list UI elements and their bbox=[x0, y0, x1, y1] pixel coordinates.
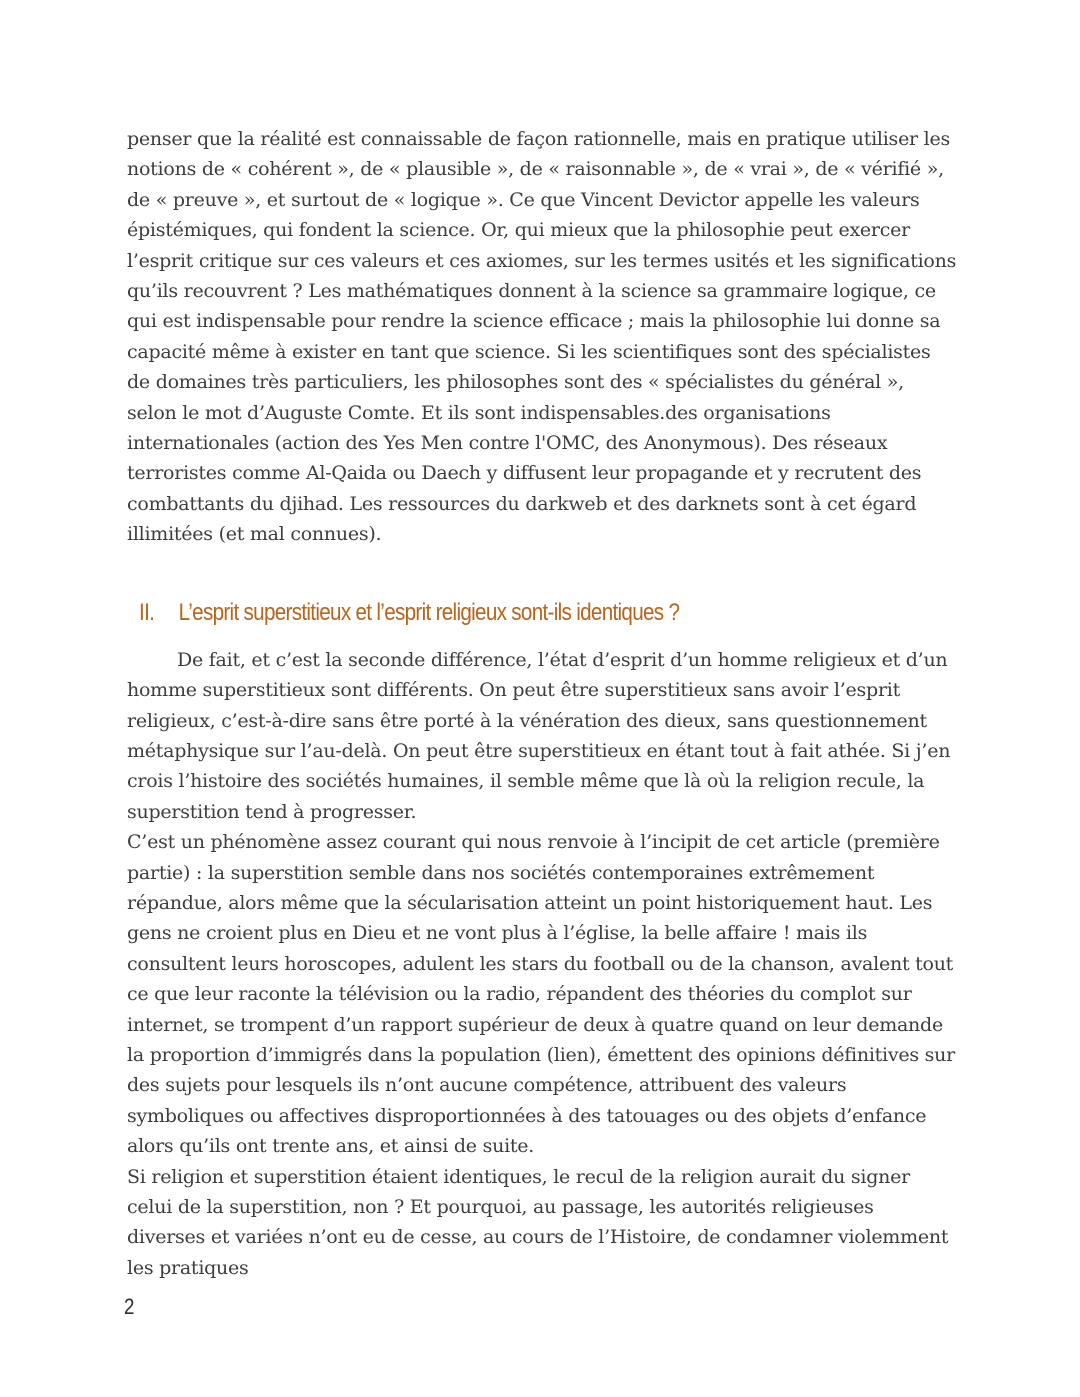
body-paragraph-4: Si religion et superstition étaient identiques, le recul de la religion aurait du signer celui de la superstition, non ? Et pourquoi, au passage, les autorités religieuses diverses et variées n’ont eu de cesse, au cours de l’Histoire, de condamner violemment les pratiques bbox=[127, 1165, 949, 1279]
section-heading bbox=[127, 597, 841, 629]
page-content bbox=[127, 124, 957, 1283]
body-paragraph-2: De fait, et c’est la seconde différence, l’état d’esprit d’un homme religieux et d’un homme superstitieux sont différents. On peut être superstitieux sans avoir l’esprit religieux, c’est-à-dire sans être porté à la vénération des dieux, sans questionnement métaphysique sur l’au-delà. On peut être superstitieux en étant tout à fait athée. Si j’en crois l’histoire des sociétés humaines, il semble même que là où la religion recule, la superstition tend à progresser. bbox=[127, 648, 951, 823]
page-number: 2 bbox=[124, 1294, 135, 1319]
body-paragraph-3: C’est un phénomène assez courant qui nous renvoie à l’incipit de cet article (première partie) : la superstition semble dans nos sociétés contemporaines extrêmement répandue, alors même que la sécularisation atteint un point historiquement haut. Les gens ne croient plus en Dieu et ne vont plus à l’église, la belle affaire ! mais ils consultent leurs horoscopes, adulent les stars du football ou de la chanson, avalent tout ce que leur raconte la télévision ou la radio, répandent des théories du complot sur internet, se trompent d’un rapport supérieur de deux à quatre quand on leur demande la proportion d’immigrés dans la population (lien), émettent des opinions définitives sur des sujets pour lesquels ils n’ont aucune compétence, attribuent des valeurs symboliques ou affectives disproportionnées à des tatouages ou des objets d’enfance alors qu’ils ont trente ans, et ainsi de suite. bbox=[127, 831, 955, 1158]
section-title: L’esprit superstitieux et l’esprit religieux sont-ils identiques ? bbox=[178, 598, 680, 626]
section-number: II. bbox=[139, 598, 155, 626]
body-paragraph-1: penser que la réalité est connaissable de façon rationnelle, mais en pratique utiliser les notions de « cohérent », de « plausible », de « raisonnable », de « vrai », de « vérifié », de « preuve », et surtout de « logique ». Ce que Vincent Devictor appelle les valeurs épistémiques, qui fondent la science. Or, qui mieux que la philosophie peut exercer l’esprit critique sur ces valeurs et ces axiomes, sur les termes usités et les significations qu’ils recouvrent ? Les mathématiques donnent à la science sa grammaire logique, ce qui est indispensable pour rendre la science efficace ; mais la philosophie lui donne sa capacité même à exister en tant que science. Si les scientifiques sont des spécialistes de domaines très particuliers, les philosophes sont des « spécialistes du général », selon le mot d’Auguste Comte. Et ils sont indispensables.des organisations internationales (action des Yes Men contre l'OMC, des Anonymous). Des réseaux terroristes comme Al-Qaida ou Daech y diffusent leur propagande et y recrutent des combattants du djihad. Les ressources du darkweb et des darknets sont à cet égard illimitées (et mal connues). bbox=[127, 128, 957, 546]
